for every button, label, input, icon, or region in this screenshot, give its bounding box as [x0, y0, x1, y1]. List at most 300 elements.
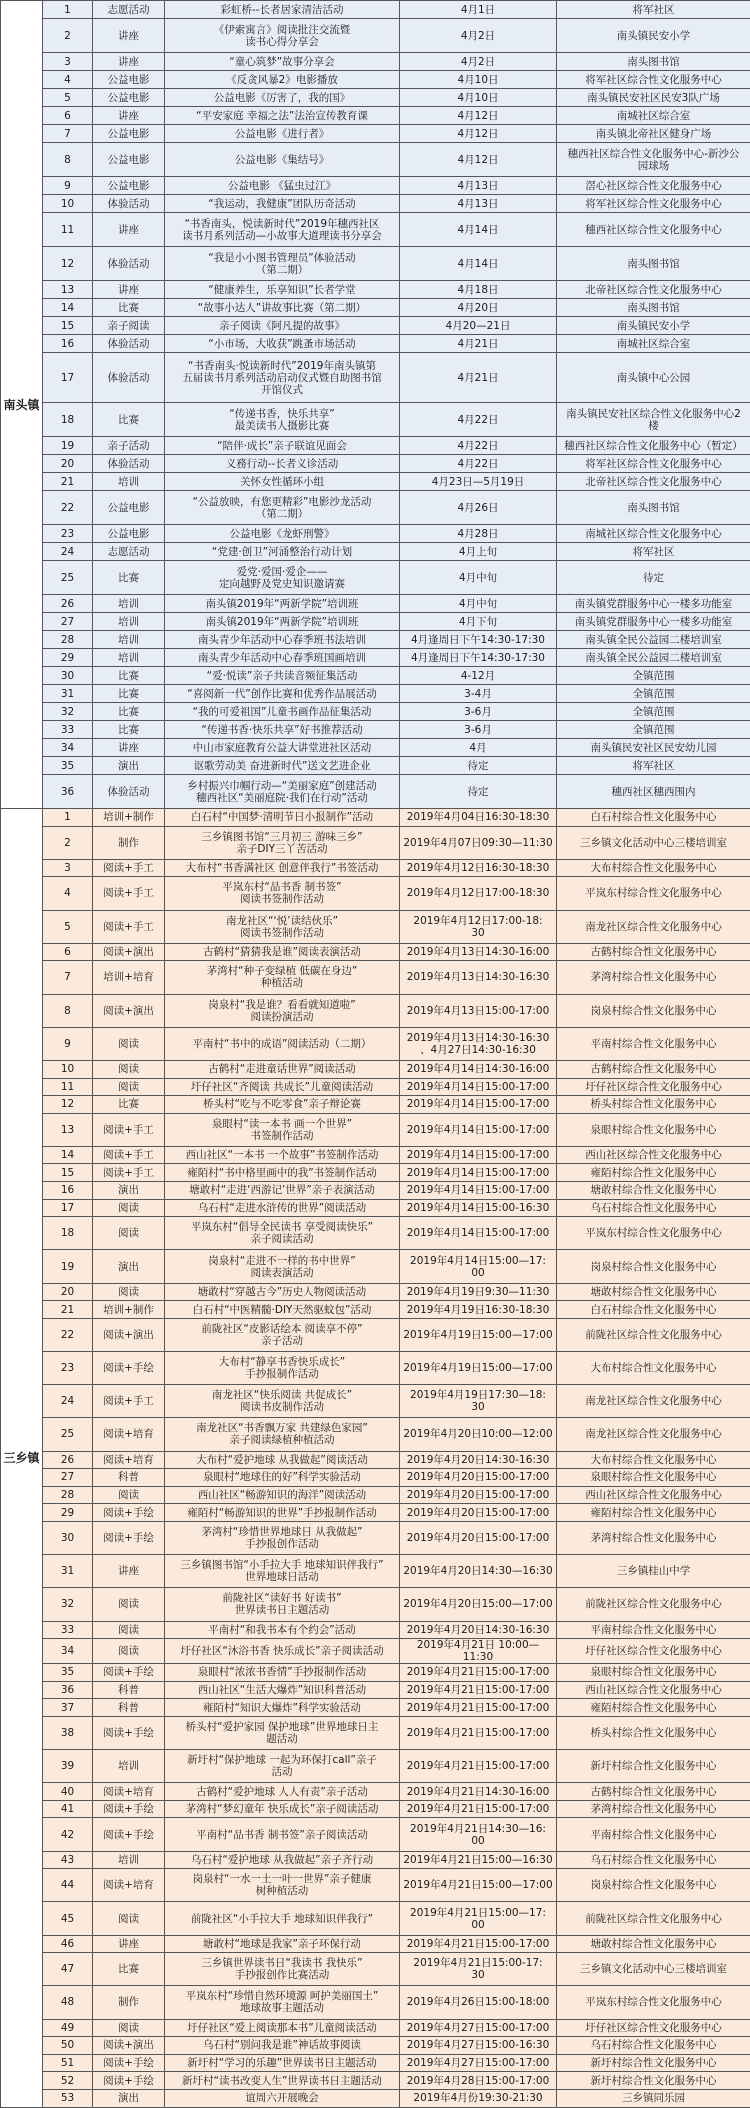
activity-type: 体验活动 — [93, 195, 165, 213]
activity-type: 阅读+手绘 — [93, 1352, 165, 1385]
activity-name: 讴歌劳动美 奋进新时代”送文艺进企业 — [165, 757, 400, 775]
activity-time: 3-4月 — [400, 685, 557, 703]
activity-type: 阅读+培育 — [93, 1869, 165, 1902]
activity-time: 2019年4月20日15:00-17:00 — [400, 1521, 557, 1554]
activity-name: 圩仔社区“沐浴书香 快乐成长”亲子阅读活动 — [165, 1639, 400, 1664]
table-row — [1, 281, 750, 299]
activity-type: 阅读+演出 — [93, 1318, 165, 1351]
activity-type: 阅读+手绘 — [93, 1800, 165, 1818]
activity-name: 亲子阅读《阿凡提的故事》 — [165, 317, 400, 335]
activity-location: 桥头村综合性文化服务中心 — [557, 1096, 750, 1114]
activity-time: 2019年4月14日15:00-17:00 — [400, 1113, 557, 1146]
activity-time: 4月22日 — [400, 437, 557, 455]
table-row — [1, 1800, 750, 1818]
activity-time: 2019年4月19日17:30—18: 30 — [400, 1385, 557, 1418]
row-number: 8 — [43, 994, 93, 1027]
activity-time: 4月14日 — [400, 247, 557, 281]
activity-name: 南龙社区“‘悦’读结伙乐” 阅读书签制作活动 — [165, 910, 400, 943]
activity-type: 科普 — [93, 1699, 165, 1717]
row-number: 7 — [43, 961, 93, 994]
activity-type: 讲座 — [93, 19, 165, 53]
table-row — [1, 1588, 750, 1621]
activity-type: 比赛 — [93, 561, 165, 595]
table-row — [1, 143, 750, 177]
activity-type: 阅读 — [93, 1588, 165, 1621]
activity-type: 讲座 — [93, 281, 165, 299]
table-row — [1, 739, 750, 757]
activity-type: 阅读 — [93, 1621, 165, 1639]
table-row — [1, 2072, 750, 2090]
activity-type: 阅读 — [93, 1027, 165, 1060]
activity-time: 2019年4月21日15:00-17:00 — [400, 1664, 557, 1682]
activity-name: “我是小小图书管理员”体验活动 （第二期） — [165, 247, 400, 281]
table-row — [1, 1199, 750, 1217]
activity-name: 公益电影 《猛虫过江》 — [165, 177, 400, 195]
activity-time: 4月2日 — [400, 53, 557, 71]
activity-location: 南头镇党群服务中心一楼多功能室 — [557, 613, 750, 631]
table-row — [1, 1935, 750, 1953]
table-row — [1, 1146, 750, 1164]
town-cell: 南头镇 — [1, 1, 43, 809]
activity-type: 阅读 — [93, 1486, 165, 1504]
row-number: 36 — [43, 1681, 93, 1699]
row-number: 35 — [43, 757, 93, 775]
activity-name: 《伊索寓言》阅读批注交流暨 读书心得分享会 — [165, 19, 400, 53]
table-row — [1, 1750, 750, 1783]
activity-name: 古鹤村“爱护地球 人人有责”亲子活动 — [165, 1783, 400, 1801]
activity-location: 南头图书馆 — [557, 491, 750, 525]
activity-location: 南头图书馆 — [557, 247, 750, 281]
activity-time: 4月23日—5月19日 — [400, 473, 557, 491]
activity-location: 塘敢村综合性文化服务中心 — [557, 1935, 750, 1953]
table-row — [1, 1953, 750, 1986]
activity-type: 阅读+手绘 — [93, 1521, 165, 1554]
activity-name: “我的可爱祖国”儿童书画作品征集活动 — [165, 703, 400, 721]
activity-location: 乌石村综合性文化服务中心 — [557, 2037, 750, 2055]
table-row — [1, 613, 750, 631]
activity-location: 南龙社区综合性文化服务中心 — [557, 1385, 750, 1418]
activity-time: 4月13日 — [400, 195, 557, 213]
activity-name: 前陇社区“皮影话绘本 阅读享不停” 亲子活动 — [165, 1318, 400, 1351]
row-number: 6 — [43, 943, 93, 961]
table-row — [1, 247, 750, 281]
row-number: 31 — [43, 685, 93, 703]
activity-type: 演出 — [93, 2089, 165, 2107]
activity-type: 培训 — [93, 595, 165, 613]
row-number: 1 — [43, 1, 93, 19]
activity-name: 公益电影《进行者》 — [165, 125, 400, 143]
table-row — [1, 1818, 750, 1851]
activity-time: 4月逢周日下午14:30-17:30 — [400, 649, 557, 667]
activity-time: 4月中旬 — [400, 561, 557, 595]
row-number: 12 — [43, 247, 93, 281]
activity-type: 体验活动 — [93, 247, 165, 281]
activity-time: 3-6月 — [400, 703, 557, 721]
row-number: 5 — [43, 910, 93, 943]
activity-name: 新圩村“学习的乐趣”世界读书日主题活动 — [165, 2054, 400, 2072]
row-number: 29 — [43, 649, 93, 667]
table-row — [1, 1555, 750, 1588]
table-row — [1, 1250, 750, 1283]
activity-name: 平岚东村“倡导全民读书 享受阅读快乐” 亲子阅读活动 — [165, 1217, 400, 1250]
activity-time: 2019年4月21日15:00-17:00 — [400, 1681, 557, 1699]
activity-name: “公益放映，有您更精彩”电影沙龙活动 （第二期） — [165, 491, 400, 525]
activity-time: 2019年4月14日15:00—17: 00 — [400, 1250, 557, 1283]
activity-name: 西山社区“畅游知识的海洋”阅读活动 — [165, 1486, 400, 1504]
activity-location: 圩仔社区综合性文化服务中心 — [557, 2019, 750, 2037]
activity-type: 比赛 — [93, 667, 165, 685]
row-number: 18 — [43, 403, 93, 437]
activity-location: 南龙社区综合性文化服务中心 — [557, 1418, 750, 1451]
activity-type: 阅读+手工 — [93, 910, 165, 943]
activity-type: 科普 — [93, 1681, 165, 1699]
activity-location: 南头镇民安社区综合性文化服务中心2 楼 — [557, 403, 750, 437]
activity-name: 义務行动--长者义诊活动 — [165, 455, 400, 473]
activity-name: 前陇社区“小手拉大手 地球知识伴我行” — [165, 1902, 400, 1935]
row-number: 10 — [43, 195, 93, 213]
activity-name: 圩仔社区“爱上阅读那本书”儿童阅读活动 — [165, 2019, 400, 2037]
activity-time: 2019年4月12日17:00-18: 30 — [400, 910, 557, 943]
activity-time: 2019年4月14日15:00-17:00 — [400, 1096, 557, 1114]
activity-location: 南头镇民安社区民安幼儿园 — [557, 739, 750, 757]
table-row — [1, 1451, 750, 1469]
activity-location: 平岚东村综合性文化服务中心 — [557, 877, 750, 910]
activity-type: 公益电影 — [93, 491, 165, 525]
activity-name: 西山社区“一本书 一个故事”书签制作活动 — [165, 1146, 400, 1164]
table-row — [1, 1301, 750, 1319]
activity-location: 乌石村综合性文化服务中心 — [557, 1851, 750, 1869]
activity-type: 演出 — [93, 1250, 165, 1283]
activity-type: 阅读 — [93, 2019, 165, 2037]
table-row — [1, 1621, 750, 1639]
activity-time: 2019年4月21日15:00-17:00 — [400, 1716, 557, 1749]
activity-location: 雍陌村综合性文化服务中心 — [557, 1504, 750, 1522]
activity-location: 南龙社区综合性文化服务中心 — [557, 910, 750, 943]
activity-time: 4月13日 — [400, 177, 557, 195]
activity-time: 2019年4月19日16:30-18:30 — [400, 1301, 557, 1319]
activity-type: 阅读+手绘 — [93, 2054, 165, 2072]
table-row — [1, 826, 750, 859]
table-row — [1, 1, 750, 19]
activity-location: 平南村综合性文化服务中心 — [557, 1818, 750, 1851]
table-row — [1, 2089, 750, 2107]
activity-type: 阅读 — [93, 1639, 165, 1664]
table-row — [1, 721, 750, 739]
activity-time: 待定 — [400, 775, 557, 809]
activity-type: 培训 — [93, 649, 165, 667]
table-row — [1, 1469, 750, 1487]
activity-time: 2019年4月14日15:00-16:30 — [400, 1199, 557, 1217]
activity-location: 待定 — [557, 561, 750, 595]
table-row — [1, 1869, 750, 1902]
activity-time: 2019年4月20日14:30-16:30 — [400, 1621, 557, 1639]
activity-type: 培训 — [93, 613, 165, 631]
table-row — [1, 631, 750, 649]
table-row — [1, 177, 750, 195]
activity-location: 全镇范围 — [557, 703, 750, 721]
activity-name: 雍陌村“畅游知识的世界”手抄报制作活动 — [165, 1504, 400, 1522]
row-number: 17 — [43, 1199, 93, 1217]
row-number: 8 — [43, 143, 93, 177]
activity-location: 穗西社区综合性文化服务中心-新沙公 园球场 — [557, 143, 750, 177]
table-row — [1, 1699, 750, 1717]
activity-time: 待定 — [400, 757, 557, 775]
table-row — [1, 89, 750, 107]
table-row — [1, 1027, 750, 1060]
activity-location: 古鹤村综合性文化服务中心 — [557, 1060, 750, 1078]
activity-type: 体验活动 — [93, 353, 165, 403]
activity-time: 4月21日 — [400, 335, 557, 353]
table-row — [1, 877, 750, 910]
activity-location: 将军社区 — [557, 757, 750, 775]
row-number: 9 — [43, 1027, 93, 1060]
activity-location: 南头镇中心公园 — [557, 353, 750, 403]
row-number: 46 — [43, 1935, 93, 1953]
row-number: 23 — [43, 525, 93, 543]
activity-time: 4月中旬 — [400, 595, 557, 613]
table-row — [1, 1986, 750, 2019]
town-cell: 三乡镇 — [1, 809, 43, 2108]
table-row — [1, 561, 750, 595]
activity-type: 志愿活动 — [93, 543, 165, 561]
activity-time: 2019年4月13日14:30-16:30 、4月27日14:30-16:30 — [400, 1027, 557, 1060]
activity-location: 前陇社区综合性文化服务中心 — [557, 1318, 750, 1351]
row-number: 53 — [43, 2089, 93, 2107]
activity-type: 比赛 — [93, 721, 165, 739]
activity-type: 志愿活动 — [93, 1, 165, 19]
table-row — [1, 213, 750, 247]
table-row — [1, 685, 750, 703]
row-number: 13 — [43, 1113, 93, 1146]
activity-time: 2019年4月21日15:00—17:00 — [400, 1869, 557, 1902]
activity-name: 雍陌村“知识大爆炸”科学实验活动 — [165, 1699, 400, 1717]
activity-name: 南头镇2019年“两新学院”培训班 — [165, 613, 400, 631]
activity-type: 培训 — [93, 631, 165, 649]
table-row — [1, 2054, 750, 2072]
table-row — [1, 1164, 750, 1182]
row-number: 48 — [43, 1986, 93, 2019]
activity-type: 比赛 — [93, 403, 165, 437]
activity-type: 阅读+演出 — [93, 943, 165, 961]
table-row — [1, 1418, 750, 1451]
activity-location: 乌石村综合性文化服务中心 — [557, 1199, 750, 1217]
activity-name: 《反贪风暴2》电影播放 — [165, 71, 400, 89]
activity-time: 3-6月 — [400, 721, 557, 739]
activity-type: 阅读+手工 — [93, 1385, 165, 1418]
table-row — [1, 317, 750, 335]
activity-location: 将军社区综合性文化服务中心 — [557, 195, 750, 213]
activity-name: 乡村振兴巾帼行动—“美丽家庭”创建活动 穗西社区“美丽庭院·我们在行动”活动 — [165, 775, 400, 809]
activity-time: 2019年4月21日14:30-16:00 — [400, 1783, 557, 1801]
row-number: 49 — [43, 2019, 93, 2037]
activity-time: 2019年4月28日15:00-17:00 — [400, 2072, 557, 2090]
activity-location: 新圩村综合性文化服务中心 — [557, 2054, 750, 2072]
activity-type: 比赛 — [93, 1953, 165, 1986]
table-row — [1, 1902, 750, 1935]
row-number: 24 — [43, 543, 93, 561]
activity-time: 4月18日 — [400, 281, 557, 299]
activity-time: 2019年4月20日14:30—16:30 — [400, 1555, 557, 1588]
activity-location: 北帝社区综合性文化服务中心 — [557, 473, 750, 491]
activity-location: 穗西社区综合性文化服务中心 — [557, 213, 750, 247]
activity-name: 大布村“爱护地球 从我做起”阅读活动 — [165, 1451, 400, 1469]
activity-type: 阅读+手绘 — [93, 1716, 165, 1749]
activity-time: 4月10日 — [400, 71, 557, 89]
table-row — [1, 2019, 750, 2037]
table-row — [1, 437, 750, 455]
activity-name: 南头青少年活动中心春季班书法培训 — [165, 631, 400, 649]
activity-time: 2019年4月20日15:00—17:00 — [400, 1588, 557, 1621]
activity-name: 前陇社区“读好书 好读书” 世界读书日主题活动 — [165, 1588, 400, 1621]
activity-type: 阅读+培育 — [93, 1783, 165, 1801]
row-number: 43 — [43, 1851, 93, 1869]
activity-location: 将军社区综合性文化服务中心 — [557, 71, 750, 89]
row-number: 22 — [43, 491, 93, 525]
table-row — [1, 1504, 750, 1522]
row-number: 40 — [43, 1783, 93, 1801]
row-number: 15 — [43, 317, 93, 335]
activity-location: 新圩村综合性文化服务中心 — [557, 1750, 750, 1783]
activity-name: “书香南头·悦读新时代”2019年南头镇第 五届读书月系列活动启动仪式暨自助图书馆 开馆仪式 — [165, 353, 400, 403]
activity-location: 将军社区 — [557, 543, 750, 561]
activity-time: 2019年4月14日15:00-17:00 — [400, 1182, 557, 1200]
activity-time: 4月22日 — [400, 403, 557, 437]
activity-time: 2019年4月21日15:00-17:00 — [400, 1750, 557, 1783]
activity-time: 2019年4月20日15:00-17:00 — [400, 1504, 557, 1522]
row-number: 9 — [43, 177, 93, 195]
activity-name: “陪伴·成长”亲子联谊见面会 — [165, 437, 400, 455]
table-row — [1, 859, 750, 877]
activity-time: 4月12日 — [400, 143, 557, 177]
activity-name: 泉眼村“读一本书 画一个世界” 书签制作活动 — [165, 1113, 400, 1146]
activity-time: 4月20—21日 — [400, 317, 557, 335]
activity-time: 2019年4月21日15:00-17:00 — [400, 1699, 557, 1717]
row-number: 14 — [43, 1146, 93, 1164]
table-row — [1, 71, 750, 89]
row-number: 39 — [43, 1750, 93, 1783]
activity-time: 4月12日 — [400, 125, 557, 143]
activity-time: 4月上旬 — [400, 543, 557, 561]
activity-location: 穗西社区综合性文化服务中心（暂定） — [557, 437, 750, 455]
activity-name: 岗泉村“一水一土一叶一世界”亲子健康 树种植活动 — [165, 1869, 400, 1902]
activity-name: 南龙社区“书香飘万家 共建绿色家园” 亲子阅读绿植种植活动 — [165, 1418, 400, 1451]
activity-location: 全镇范围 — [557, 685, 750, 703]
activity-type: 演出 — [93, 757, 165, 775]
row-number: 16 — [43, 1182, 93, 1200]
activity-location: 桥头村综合性文化服务中心 — [557, 1716, 750, 1749]
activity-name: 关怀女性循环小组 — [165, 473, 400, 491]
table-row — [1, 775, 750, 809]
row-number: 7 — [43, 125, 93, 143]
activity-name: 白石村“中医精髓·DIY天然驱蚊包”活动 — [165, 1301, 400, 1319]
activity-type: 阅读 — [93, 1078, 165, 1096]
table-row — [1, 703, 750, 721]
activity-type: 讲座 — [93, 739, 165, 757]
activity-name: 古鹤村“走进童话世界”阅读活动 — [165, 1060, 400, 1078]
activity-location: 南城社区综合室 — [557, 335, 750, 353]
row-number: 27 — [43, 1469, 93, 1487]
activity-time: 2019年4月21日15:00—17: 00 — [400, 1902, 557, 1935]
activity-type: 阅读+培育 — [93, 1451, 165, 1469]
activity-type: 阅读+演出 — [93, 994, 165, 1027]
activity-time: 2019年4月14日15:00-17:00 — [400, 1078, 557, 1096]
activity-name: 雍陌村“书中格里画中的我”书签制作活动 — [165, 1164, 400, 1182]
activity-type: 讲座 — [93, 1935, 165, 1953]
activity-name: 岗泉村“我是谁？看看就知道啦” 阅读扮演活动 — [165, 994, 400, 1027]
table-row — [1, 910, 750, 943]
activity-type: 阅读 — [93, 1199, 165, 1217]
activity-location: 穗西社区穗西围内 — [557, 775, 750, 809]
activity-location: 全镇范围 — [557, 667, 750, 685]
activity-location: 岗泉村综合性文化服务中心 — [557, 1250, 750, 1283]
activity-name: 彩虹桥--长者居家清洁活动 — [165, 1, 400, 19]
activity-type: 阅读+手工 — [93, 1146, 165, 1164]
activity-name: 公益电影《厉害了，我的国》 — [165, 89, 400, 107]
activity-name: 茅湾村“珍惜世界地球日 从我做起” 手抄报创作活动 — [165, 1521, 400, 1554]
activity-type: 比赛 — [93, 703, 165, 721]
activity-location: 南头镇北帝社区健身广场 — [557, 125, 750, 143]
table-row — [1, 667, 750, 685]
row-number: 37 — [43, 1699, 93, 1717]
activity-type: 讲座 — [93, 1555, 165, 1588]
table-row — [1, 1486, 750, 1504]
activity-location: 平南村综合性文化服务中心 — [557, 1621, 750, 1639]
activity-name: “书香南头，悦读新时代”2019年穗西社区 读书月系列活动—小故事大道理读书分享会 — [165, 213, 400, 247]
row-number: 19 — [43, 437, 93, 455]
row-number: 4 — [43, 877, 93, 910]
activity-name: 桥头村“爱护家园 保护地球”世界地球日主 题活动 — [165, 1716, 400, 1749]
activity-time: 4月 — [400, 739, 557, 757]
activity-name: “传递书香，快乐共享” 最美读书人摄影比赛 — [165, 403, 400, 437]
activity-location: 大布村综合性文化服务中心 — [557, 1451, 750, 1469]
activity-location: 南头图书馆 — [557, 53, 750, 71]
activity-type: 制作 — [93, 1986, 165, 2019]
table-row — [1, 195, 750, 213]
activity-type: 阅读+手工 — [93, 1113, 165, 1146]
activity-name: 塘敢村“地球是我家”亲子环保行动 — [165, 1935, 400, 1953]
activity-location: 全镇范围 — [557, 721, 750, 739]
activity-name: 茅湾村“种子变绿植 低碳在身边” 种植活动 — [165, 961, 400, 994]
activity-location: 南头镇全民公益园二楼培训室 — [557, 649, 750, 667]
activity-time: 4月逢周日下午14:30-17:30 — [400, 631, 557, 649]
table-row — [1, 455, 750, 473]
activity-type: 阅读+手工 — [93, 859, 165, 877]
activity-name: 白石村“中国梦·清明节日小报制作”活动 — [165, 809, 400, 827]
activity-location: 西山社区综合性文化服务中心 — [557, 1146, 750, 1164]
activity-time: 2019年4月19日15:00—17:00 — [400, 1318, 557, 1351]
activity-name: 古鹤村“猜猜我是谁”阅读表演活动 — [165, 943, 400, 961]
table-row — [1, 335, 750, 353]
activity-location: 茅湾村综合性文化服务中心 — [557, 1521, 750, 1554]
row-number: 3 — [43, 53, 93, 71]
row-number: 25 — [43, 1418, 93, 1451]
activity-type: 公益电影 — [93, 125, 165, 143]
activity-name: “我运动，我健康”团队历奇活动 — [165, 195, 400, 213]
activity-location: 前陇社区综合性文化服务中心 — [557, 1588, 750, 1621]
row-number: 3 — [43, 859, 93, 877]
activity-time: 4月2日 — [400, 19, 557, 53]
activity-location: 泉眼村综合性文化服务中心 — [557, 1469, 750, 1487]
activity-location: 茅湾村综合性文化服务中心 — [557, 1800, 750, 1818]
row-number: 19 — [43, 1250, 93, 1283]
activity-type: 体验活动 — [93, 455, 165, 473]
table-row — [1, 1639, 750, 1664]
activity-type: 讲座 — [93, 107, 165, 125]
activity-name: 平南村“品书香 制书签”亲子阅读活动 — [165, 1818, 400, 1851]
table-row — [1, 53, 750, 71]
activity-time: 2019年4月26日15:00-18:00 — [400, 1986, 557, 2019]
activity-type: 讲座 — [93, 213, 165, 247]
